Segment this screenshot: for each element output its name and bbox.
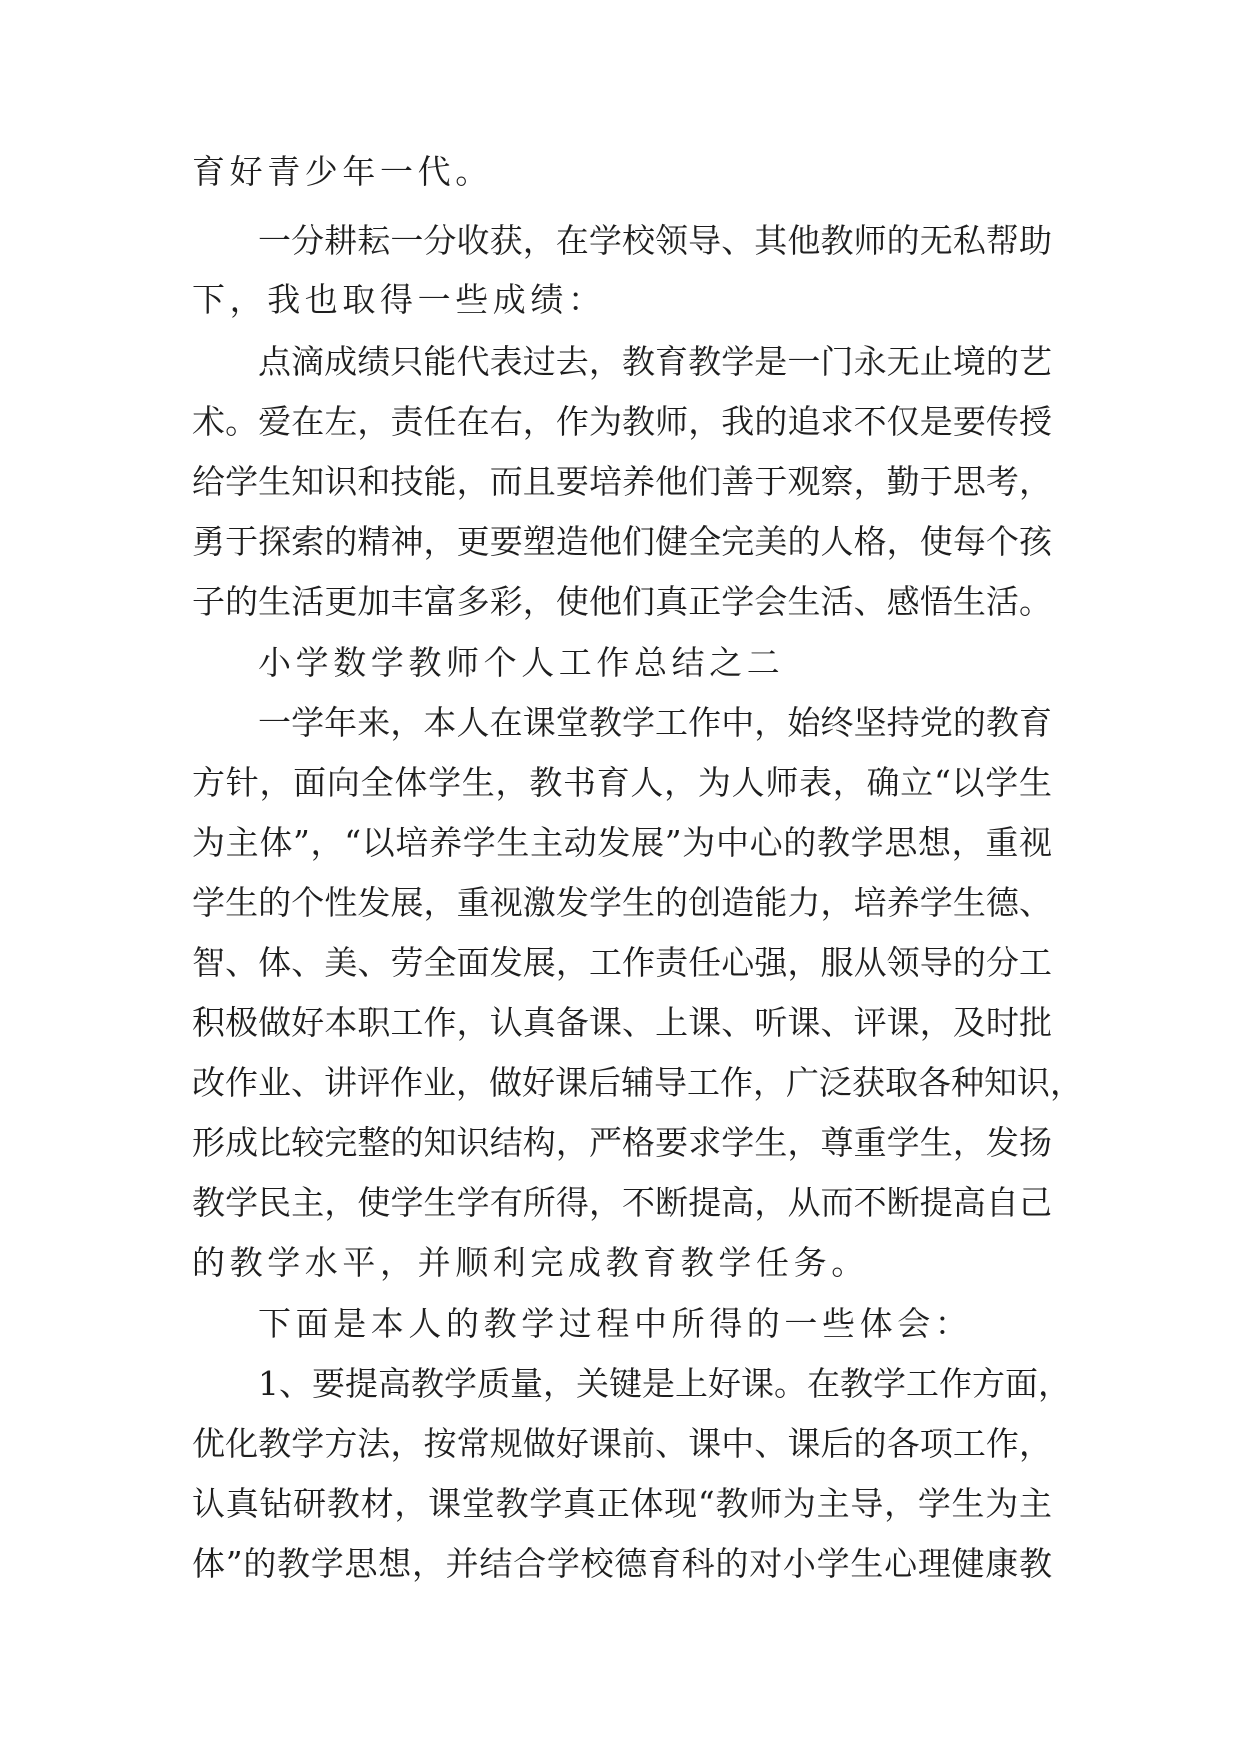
text-line: 优化教学方法，按常规做好课前、课中、课后的各项工作， [192,1424,1052,1463]
text-line: 教学民主，使学生学有所得，不断提高，从而不断提高自己 [192,1183,1052,1222]
text-line: 的教学水平，并顺利完成教育教学任务。 [192,1243,869,1282]
text-line: 学生的个性发展，重视激发学生的创造能力，培养学生德、 [192,883,1052,922]
text-line: 一学年来，本人在课堂教学工作中，始终坚持党的教育 [258,703,1052,742]
text-line: 方针，面向全体学生，教书育人，为人师表，确立“以学生 [192,763,1052,802]
text-line: 积极做好本职工作，认真备课、上课、听课、评课，及时批 [192,1003,1052,1042]
text-line: 育好青少年一代。 [192,152,493,191]
text-line: 下，我也取得一些成绩： [192,280,606,319]
text-line: 改作业、讲评作业，做好课后辅导工作，广泛获取各种知识， [192,1063,1083,1102]
text-line: 给学生知识和技能，而且要培养他们善于观察，勤于思考， [192,462,1052,501]
section-heading: 小学数学教师个人工作总结之二 [258,643,785,682]
text-line: 1、要提高教学质量，关键是上好课。在教学工作方面， [258,1364,1071,1403]
text-line: 形成比较完整的知识结构，严格要求学生，尊重学生，发扬 [192,1123,1052,1162]
text-line: 认真钻研教材，课堂教学真正体现“教师为主导，学生为主 [192,1484,1052,1523]
text-line: 术。爱在左，责任在右，作为教师，我的追求不仅是要传授 [192,402,1052,441]
text-line: 一分耕耘一分收获，在学校领导、其他教师的无私帮助 [258,221,1052,260]
text-line: 点滴成绩只能代表过去，教育教学是一门永无止境的艺 [258,342,1052,381]
text-line: 下面是本人的教学过程中所得的一些体会： [258,1304,973,1343]
text-line: 智、体、美、劳全面发展，工作责任心强，服从领导的分工 [192,943,1052,982]
text-line: 体”的教学思想，并结合学校德育科的对小学生心理健康教 [192,1544,1052,1583]
text-line: 勇于探索的精神，更要塑造他们健全完美的人格，使每个孩 [192,522,1052,561]
text-line: 为主体”，“以培养学生主动发展”为中心的教学思想，重视 [192,823,1052,862]
text-line: 子的生活更加丰富多彩，使他们真正学会生活、感悟生活。 [192,582,1052,621]
